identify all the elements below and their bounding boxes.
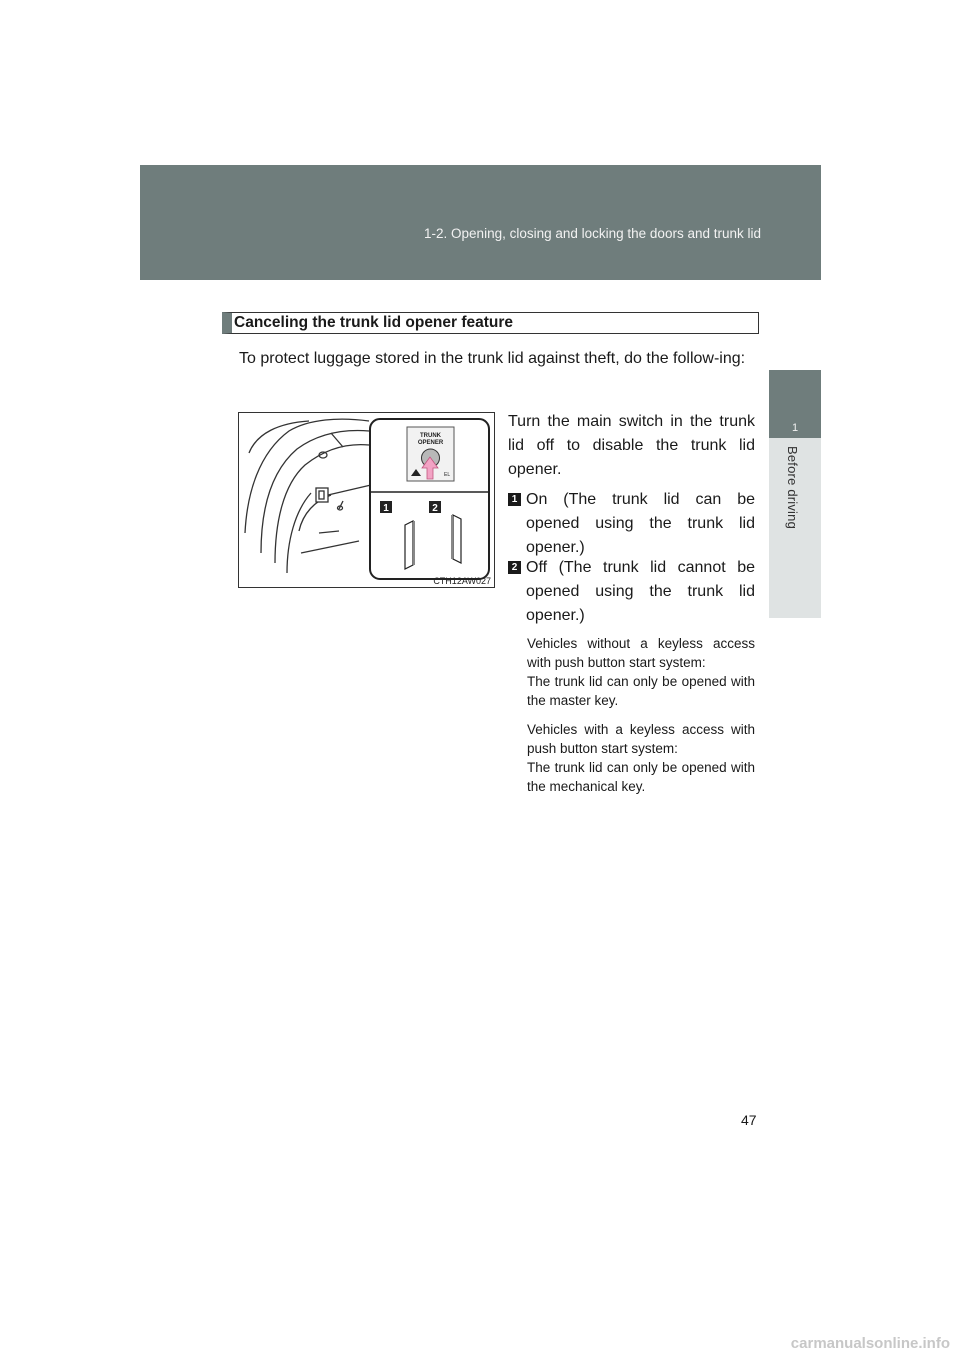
switch-label-line1: TRUNK: [420, 433, 441, 439]
switch-off-position: [451, 515, 461, 563]
illustration-code: CTH12AW027: [433, 576, 491, 586]
item-text: Off (The trunk lid cannot be opened using the trunk lid opener.): [526, 559, 755, 624]
subheading-text: Canceling the trunk lid opener feature: [234, 314, 514, 331]
header-band: [140, 165, 821, 280]
intro-paragraph: To protect luggage stored in the trunk lid against theft, do the follow-ing:: [239, 350, 746, 367]
item-marker: 1: [508, 493, 521, 506]
chapter-name: Before driving: [785, 446, 800, 530]
chapter-name-tab: [769, 438, 821, 618]
switch-mark: EL: [444, 472, 451, 478]
item-text: On (The trunk lid can be opened using the trunk lid opener.): [526, 491, 755, 556]
list-item: [508, 556, 755, 628]
chapter-tab: [769, 370, 821, 438]
item-marker: 2: [508, 561, 521, 574]
section-title: 1-2. Opening, closing and locking the doors and trunk lid: [424, 226, 761, 241]
callout-1: 1: [383, 503, 389, 514]
trunk-interior-drawing: [239, 413, 494, 587]
trunk-switch-illustration: [238, 412, 495, 588]
watermark: carmanualsonline.info: [790, 1335, 950, 1352]
callout-2: 2: [432, 503, 438, 514]
note-text: The trunk lid can only be opened with the master key.: [527, 674, 755, 708]
instruction-paragraph: Turn the main switch in the trunk lid off to disable the trunk lid opener.: [508, 413, 755, 478]
subheading: [222, 312, 759, 334]
switch-on-position: [405, 521, 415, 569]
note-condition: Vehicles with a keyless access with push button start system:: [527, 722, 755, 756]
page-number: 47: [741, 1112, 757, 1128]
switch-label-line2: OPENER: [417, 440, 444, 446]
note-condition: Vehicles without a keyless access with push button start system:: [527, 636, 755, 670]
list-item: [508, 488, 755, 560]
note-text: The trunk lid can only be opened with the mechanical key.: [527, 760, 755, 794]
chapter-number: 1: [791, 422, 799, 434]
